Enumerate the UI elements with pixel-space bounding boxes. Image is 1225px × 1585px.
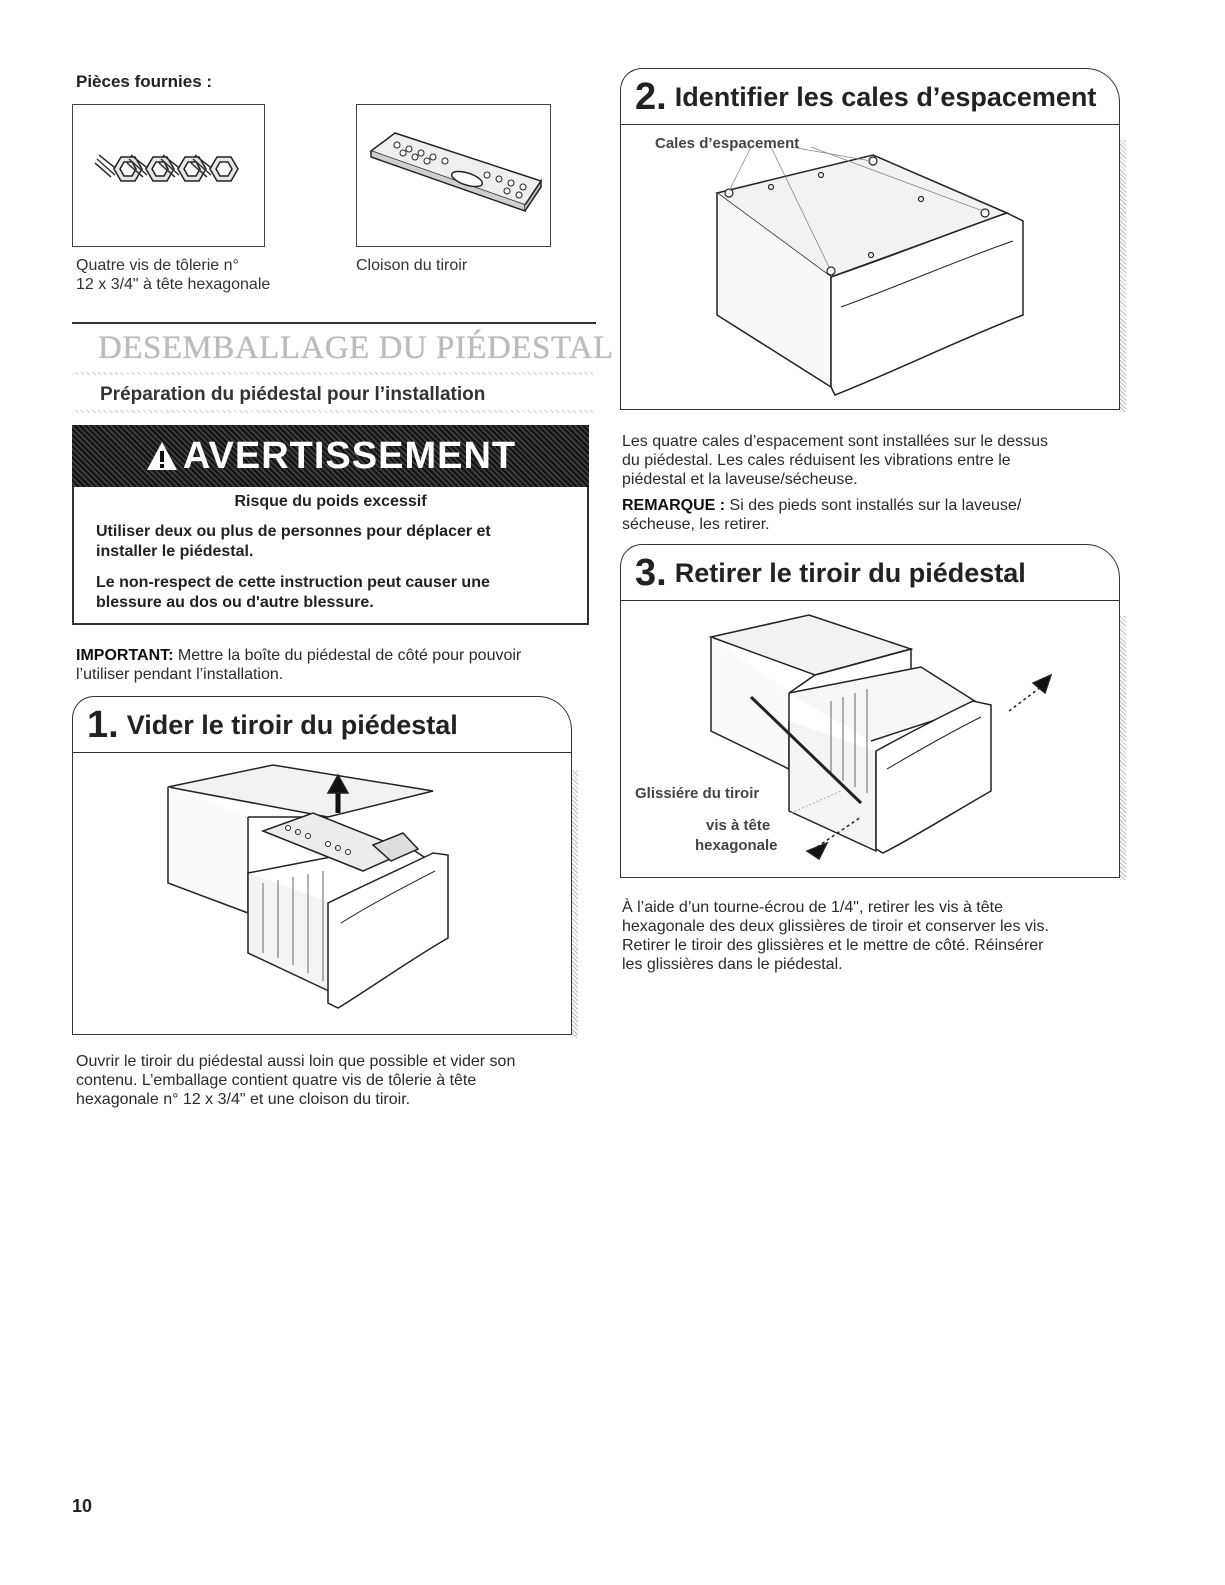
warning-box bbox=[72, 425, 589, 625]
section-title: DESEMBALLAGE DU PIÉDESTAL bbox=[98, 330, 614, 366]
step3-header bbox=[620, 544, 1120, 602]
step3-screw-label-2: hexagonale bbox=[695, 837, 778, 854]
screws-image-box bbox=[72, 104, 265, 247]
step2-title: Identifier les cales d’espacement bbox=[674, 82, 1097, 112]
divider-caption: Cloison du tiroir bbox=[356, 257, 468, 274]
step2-note bbox=[622, 496, 1021, 515]
pedestal-spacers-illustration bbox=[621, 125, 1118, 408]
section-subtitle: Préparation du piédestal pour l’installation bbox=[100, 384, 486, 405]
step2-header bbox=[620, 68, 1120, 126]
step3-text-3: Retirer le tiroir des glissières et le mettre de côté. Réinsérer bbox=[622, 937, 1044, 954]
step1-text-2: contenu. L’emballage contient quatre vis de tôlerie à tête bbox=[76, 1072, 477, 1089]
step1-text-3: hexagonale n° 12 x 3/4" et une cloison du tiroir. bbox=[76, 1091, 411, 1108]
drawer-divider-icon bbox=[357, 105, 549, 245]
section-hatch-top bbox=[72, 372, 596, 375]
section-hatch-bottom bbox=[72, 410, 596, 413]
important-label: IMPORTANT: bbox=[76, 647, 174, 664]
step2-text-3: piédestal et la laveuse/sécheuse. bbox=[622, 471, 858, 488]
pedestal-open-drawer-illustration bbox=[73, 753, 570, 1033]
important-text-1: Mettre la boîte du piédestal de côté pour pouvoir bbox=[173, 647, 522, 664]
step1-number: 1. bbox=[87, 704, 119, 746]
step2-note-label: REMARQUE : bbox=[622, 497, 726, 514]
warning-line-3: Le non-respect de cette instruction peut causer une bbox=[96, 574, 490, 591]
step3-title: Retirer le tiroir du piédestal bbox=[674, 558, 1026, 588]
parts-heading: Pièces fournies : bbox=[76, 72, 213, 91]
step1-header bbox=[72, 696, 572, 754]
step3-text-4: les glissières dans le piédestal. bbox=[622, 956, 843, 973]
screws-caption-line-2: 12 x 3/4" à tête hexagonale bbox=[76, 276, 271, 293]
step1-shadow bbox=[572, 770, 578, 1038]
step3-figure bbox=[620, 600, 1120, 878]
step3-text-2: hexagonale des deux glissières de tiroir et conserver les vis. bbox=[622, 918, 1049, 935]
divider-image-box bbox=[356, 104, 551, 247]
step2-note-1: Si des pieds sont installés sur la laveuse/ bbox=[725, 497, 1022, 514]
step2-shadow bbox=[1120, 140, 1126, 412]
warning-banner-text: AVERTISSEMENT bbox=[182, 434, 517, 477]
step3-text-1: À l’aide d’un tourne-écrou de 1/4", retirer les vis à tête bbox=[622, 899, 1003, 916]
step1-text-1: Ouvrir le tiroir du piédestal aussi loin que possible et vider son bbox=[76, 1053, 516, 1070]
step2-number: 2. bbox=[635, 76, 667, 118]
section-rule bbox=[72, 322, 596, 324]
step3-shadow bbox=[1120, 616, 1126, 880]
step1-figure bbox=[72, 752, 572, 1035]
warning-line-4: blessure au dos ou d'autre blessure. bbox=[96, 594, 374, 611]
step3-slide-label: Glissiére du tiroir bbox=[635, 785, 760, 802]
step2-figure-label: Cales d’espacement bbox=[655, 135, 800, 152]
step2-figure bbox=[620, 124, 1120, 410]
warning-triangle-icon bbox=[145, 440, 179, 472]
step3-screw-label-1: vis à tête bbox=[706, 817, 771, 834]
step2-note-2: sécheuse, les retirer. bbox=[622, 516, 770, 533]
important-note bbox=[76, 646, 596, 665]
step2-text-1: Les quatre cales d’espacement sont installées sur le dessus bbox=[622, 433, 1049, 450]
step1-title: Vider le tiroir du piédestal bbox=[126, 710, 458, 740]
screws-caption-line-1: Quatre vis de tôlerie n° bbox=[76, 257, 239, 274]
warning-banner bbox=[72, 425, 589, 487]
warning-line-1: Utiliser deux ou plus de personnes pour déplacer et bbox=[96, 523, 491, 540]
step2-text-2: du piédestal. Les cales réduisent les vibrations entre le bbox=[622, 452, 1011, 469]
page-number: 10 bbox=[72, 1496, 93, 1516]
step3-number: 3. bbox=[635, 552, 667, 594]
warning-line-2: installer le piédestal. bbox=[96, 543, 254, 560]
important-text-2: l’utiliser pendant l’installation. bbox=[76, 666, 284, 683]
pedestal-drawer-removal-illustration bbox=[621, 601, 1118, 876]
warning-risk: Risque du poids excessif bbox=[234, 493, 427, 510]
hex-screws-icon bbox=[73, 105, 263, 245]
